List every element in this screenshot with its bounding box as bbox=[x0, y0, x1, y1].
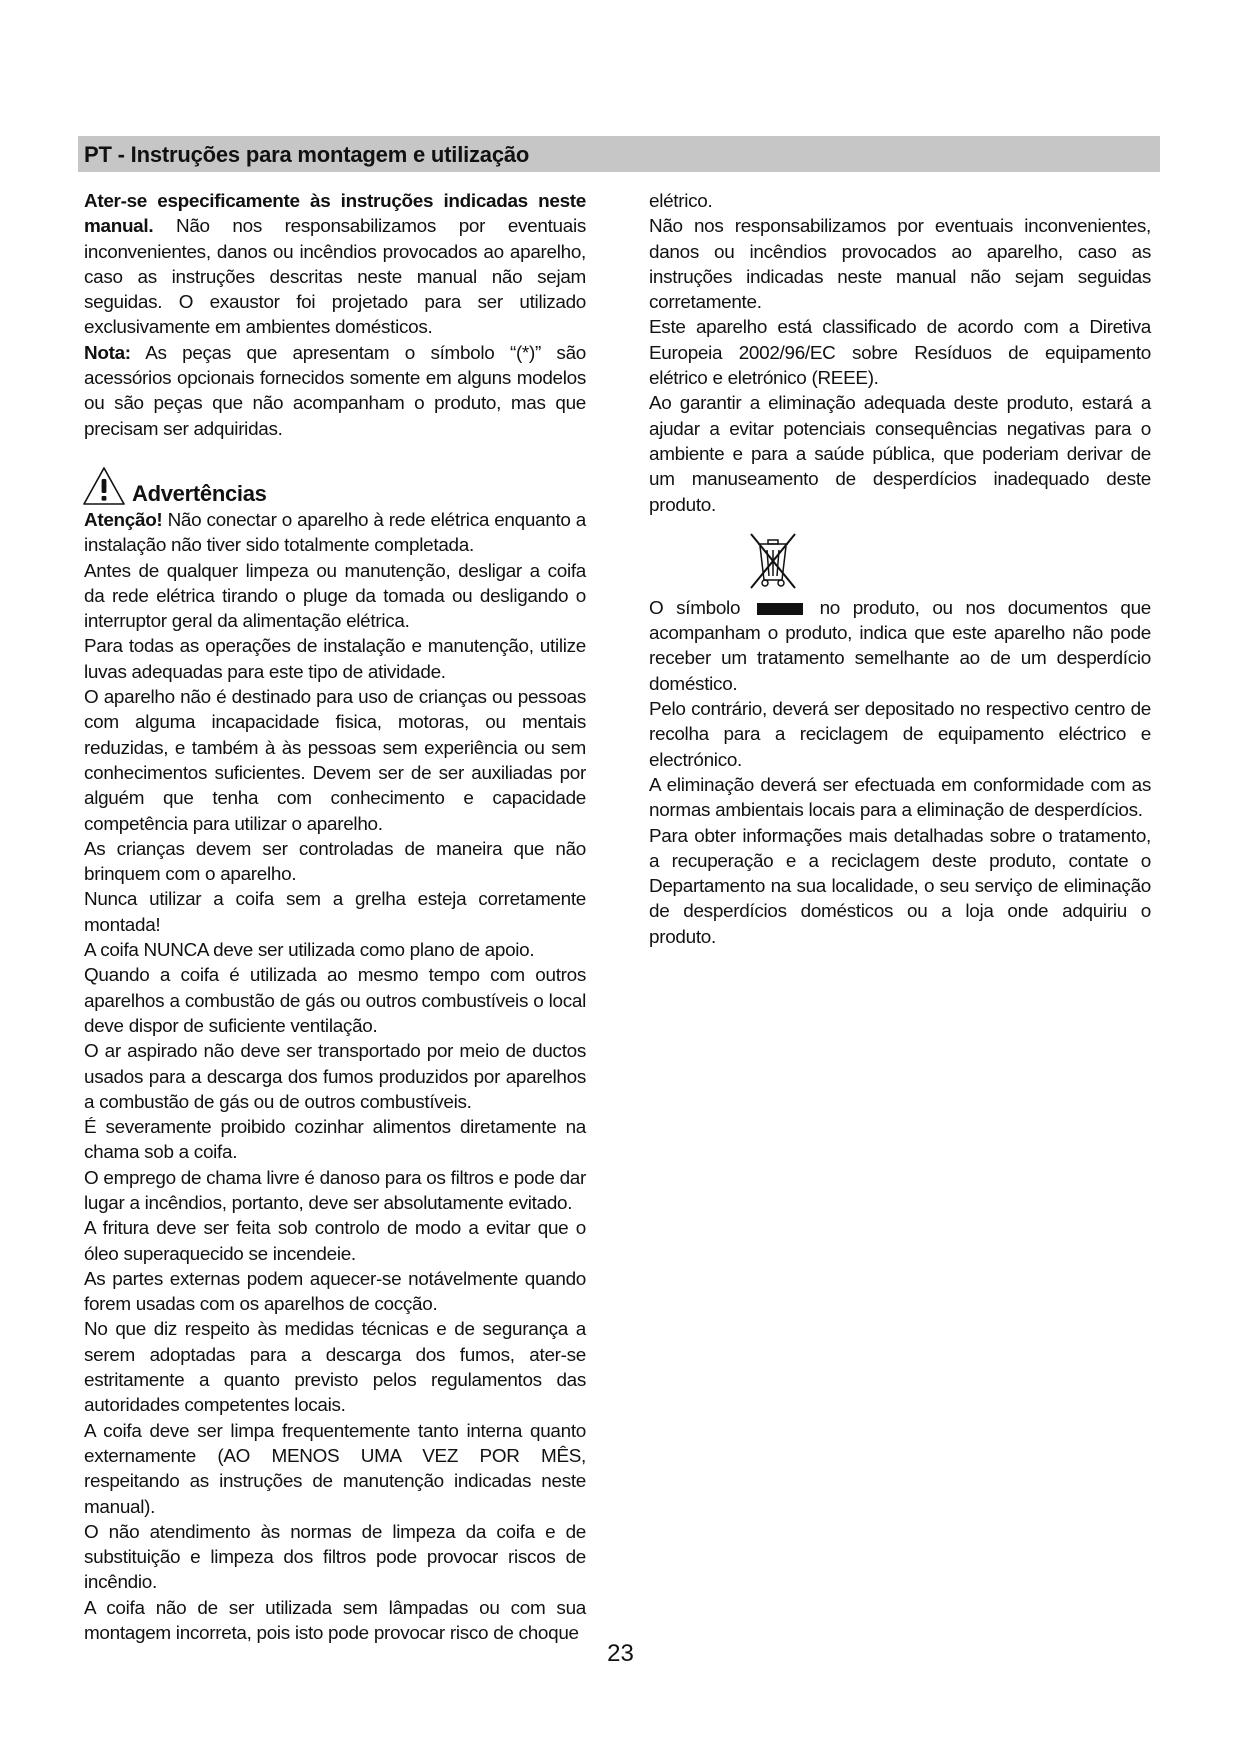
page-title: PT - Instruções para montagem e utilização bbox=[84, 142, 530, 167]
warning-triangle-icon bbox=[82, 466, 126, 506]
warnings-title: Advertências bbox=[132, 480, 267, 506]
body-paragraph: A eliminação deverá ser efectuada em conformidade com as normas ambientais locais para a eliminação de desperdícios. bbox=[649, 774, 1151, 822]
crossed-out-bin-icon bbox=[747, 530, 799, 590]
note-text: As peças que apresentam o símbolo “(*)” são acessórios opcionais fornecidos somente em alguns modelos ou são peças que não acompanham o produto, mas que precisam ser adquiridas. bbox=[84, 342, 586, 440]
attention-text: Não conectar o aparelho à rede elétrica enquanto a instalação não tiver sido totalmente completada. bbox=[84, 509, 586, 557]
black-bar-symbol-icon bbox=[757, 603, 803, 615]
warning-paragraph: A coifa deve ser limpa frequentemente tanto interna quanto externamente (AO MENOS UMA VEZ POR MÊS, respeitando as instruções de manutenção indicadas neste manual). bbox=[84, 1420, 586, 1518]
right-column bbox=[649, 189, 1151, 950]
body-paragraph: Ao garantir a eliminação adequada deste produto, estará a ajudar a evitar potenciais consequências negativas para o ambiente e para a saúde pública, que poderiam derivar de um manuseamento de desperdícios inadequado deste produto. bbox=[649, 393, 1151, 516]
body-paragraph: Pelo contrário, deverá ser depositado no respectivo centro de recolha para a reciclagem de equipamento eléctrico e electrónico. bbox=[649, 699, 1151, 771]
body-paragraph: Para obter informações mais detalhadas sobre o tratamento, a recuperação e a reciclagem deste produto, contate o Departamento na sua localidade, o seu serviço de eliminação de desperdícios domésticos ou a loja onde adquiriu o produto. bbox=[649, 825, 1151, 948]
warning-paragraph: É severamente proibido cozinhar alimentos diretamente na chama sob a coifa. bbox=[84, 1117, 586, 1164]
warning-paragraph: As partes externas podem aquecer-se notávelmente quando forem usadas com os aparelhos de cocção. bbox=[84, 1268, 586, 1316]
symbol-text-after: no produto, ou nos documentos que acompanham o produto, indica que este aparelho não pode receber um tratamento semelhante ao de um desperdício doméstico. bbox=[649, 597, 1151, 695]
section-header bbox=[78, 136, 1160, 172]
warning-paragraph: A fritura deve ser feita sob controlo de modo a evitar que o óleo superaquecido se incendeie. bbox=[84, 1218, 586, 1265]
attention-paragraph bbox=[84, 508, 586, 559]
left-column bbox=[84, 189, 586, 1646]
body-paragraph: Não nos responsabilizamos por eventuais inconvenientes, danos ou incêndios provocados ao aparelho, caso as instruções indicadas neste manual não sejam seguidas corretamente. bbox=[649, 216, 1151, 314]
warnings-heading bbox=[84, 462, 586, 506]
warning-paragraph: O emprego de chama livre é danoso para os filtros e pode dar lugar a incêndios, portanto, deve ser absolutamente evitado. bbox=[84, 1167, 586, 1214]
warning-paragraph: O ar aspirado não deve ser transportado por meio de ductos usados para a descarga dos fumos produzidos por aparelhos a combustão de gás ou de outros combustíveis. bbox=[84, 1041, 586, 1113]
warning-paragraph: A coifa não de ser utilizada sem lâmpadas ou com sua montagem incorreta, pois isto pode provocar risco de choque bbox=[84, 1597, 586, 1645]
intro-text: Não nos responsabilizamos por eventuais inconvenientes, danos ou incêndios provocados ao aparelho, caso as instruções descritas neste manual não sejam seguidas. O exaustor foi projetado para ser utilizado exclusivamente em ambientes domésticos. bbox=[84, 216, 586, 339]
warning-paragraph: Antes de qualquer limpeza ou manutenção, desligar a coifa da rede elétrica tirando o pluge da tomada ou desligando o interruptor geral da alimentação elétrica. bbox=[84, 560, 586, 633]
intro-paragraph bbox=[84, 189, 586, 341]
warning-paragraph: Para todas as operações de instalação e manutenção, utilize luvas adequadas para este tipo de atividade. bbox=[84, 636, 586, 683]
warning-paragraph: Nunca utilizar a coifa sem a grelha esteja corretamente montada! bbox=[84, 889, 586, 936]
note-label: Nota: bbox=[84, 342, 131, 364]
body-paragraph: Este aparelho está classificado de acordo com a Diretiva Europeia 2002/96/EC sobre Resíduos de equipamento elétrico e eletrónico (REEE). bbox=[649, 317, 1151, 390]
body-paragraph: elétrico. bbox=[649, 191, 713, 212]
weee-symbol-block bbox=[649, 530, 1151, 590]
note-paragraph bbox=[84, 341, 586, 442]
warning-paragraph: O não atendimento às normas de limpeza da coifa e de substituição e limpeza dos filtros pode provocar riscos de incêndio. bbox=[84, 1521, 586, 1594]
intro-bold: Ater-se especificamente às instruções indicadas neste manual. bbox=[84, 191, 586, 238]
warning-paragraph: No que diz respeito às medidas técnicas e de segurança a serem adoptadas para a descarga dos fumos, ater-se estritamente a quanto previsto pelos regulamentos das autoridades competentes locais. bbox=[84, 1319, 586, 1417]
warning-paragraph: A coifa NUNCA deve ser utilizada como plano de apoio. bbox=[84, 940, 535, 962]
warning-paragraph: Quando a coifa é utilizada ao mesmo tempo com outros aparelhos a combustão de gás ou outros combustíveis o local deve dispor de suficiente ventilação. bbox=[84, 965, 586, 1037]
attention-label: Atenção! bbox=[84, 509, 163, 531]
warning-paragraph: O aparelho não é destinado para uso de crianças ou pessoas com alguma incapacidade fisica, motoras, ou mentais reduzidas, e também à às pessoas sem experiência ou sem conhecimentos suficientes. Devem ser de ser auxiliadas por alguém que tenha com conhecimento e capacidade competência para utilizar o aparelho. bbox=[84, 687, 586, 835]
page-number: 23 bbox=[607, 1640, 634, 1667]
warning-paragraph: As crianças devem ser controladas de maneira que não brinquem com o aparelho. bbox=[84, 838, 586, 886]
symbol-paragraph bbox=[649, 596, 1151, 697]
symbol-text-before: O símbolo bbox=[649, 597, 741, 619]
